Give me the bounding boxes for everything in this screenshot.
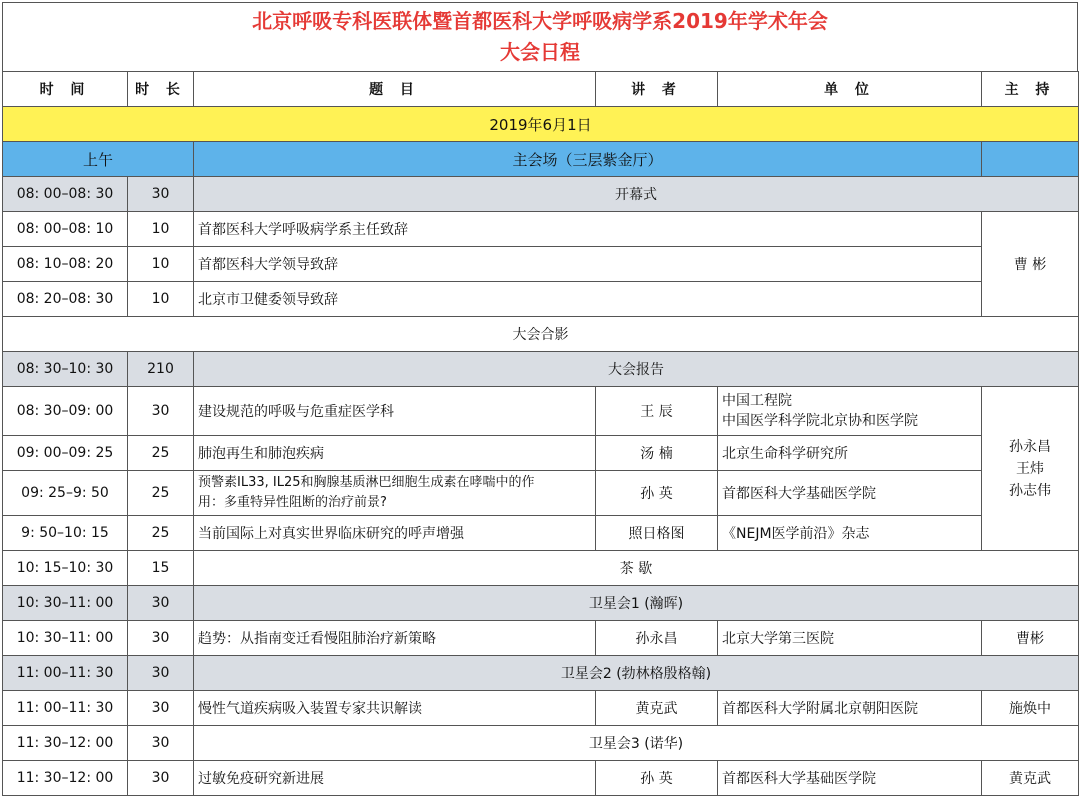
conference-title: 北京呼吸专科医联体暨首都医科大学呼吸病学系2019年学术年会 xyxy=(252,9,828,33)
header-host: 主 持 xyxy=(982,72,1079,107)
duration-cell: 10 xyxy=(128,212,194,247)
time-cell: 08: 20–08: 30 xyxy=(3,282,128,317)
header-time: 时 间 xyxy=(3,72,128,107)
time-cell: 09: 25–9: 50 xyxy=(3,471,128,516)
topic-cell: 首都医科大学领导致辞 xyxy=(194,247,982,282)
time-cell: 11: 00–11: 30 xyxy=(3,691,128,726)
speaker-cell: 孙 英 xyxy=(596,761,718,796)
speaker-cell: 王 辰 xyxy=(596,387,718,436)
schedule-subtitle: 大会日程 xyxy=(500,40,580,64)
speaker-cell: 照日格图 xyxy=(596,516,718,551)
time-cell: 11: 30–12: 00 xyxy=(3,726,128,761)
time-cell: 11: 00–11: 30 xyxy=(3,656,128,691)
time-cell: 08: 10–08: 20 xyxy=(3,247,128,282)
speaker-cell: 汤 楠 xyxy=(596,436,718,471)
topic-cell: 北京市卫健委领导致辞 xyxy=(194,282,982,317)
host-name: 王炜 xyxy=(1016,460,1044,477)
hall-cell: 主会场（三层紫金厅） xyxy=(194,142,982,177)
section-title: 卫星会2 (勃林格殷格翰) xyxy=(194,656,1079,691)
table-header-row xyxy=(3,72,1079,107)
session-cell: 上午 xyxy=(3,142,194,177)
table-row xyxy=(3,516,1079,551)
duration-cell: 25 xyxy=(128,436,194,471)
duration-cell: 30 xyxy=(128,691,194,726)
duration-cell: 30 xyxy=(128,726,194,761)
header-unit: 单 位 xyxy=(718,72,982,107)
duration-cell: 210 xyxy=(128,352,194,387)
table-row xyxy=(3,177,1079,212)
topic-cell: 过敏免疫研究新进展 xyxy=(194,761,596,796)
table-row xyxy=(3,691,1079,726)
table-row xyxy=(3,586,1079,621)
topic-cell: 趋势：从指南变迁看慢阻肺治疗新策略 xyxy=(194,621,596,656)
time-cell: 9: 50–10: 15 xyxy=(3,516,128,551)
duration-cell: 30 xyxy=(128,621,194,656)
header-topic: 题 目 xyxy=(194,72,596,107)
header-speaker: 讲 者 xyxy=(596,72,718,107)
table-row xyxy=(3,352,1079,387)
table-row xyxy=(3,726,1079,761)
speaker-cell: 黄克武 xyxy=(596,691,718,726)
unit-line: 中国工程院 xyxy=(722,393,792,409)
table-row xyxy=(3,656,1079,691)
duration-cell: 15 xyxy=(128,551,194,586)
section-title: 卫星会3 (诺华) xyxy=(194,726,1079,761)
host-cell: 曹 彬 xyxy=(982,212,1079,317)
date-cell: 2019年6月1日 xyxy=(3,107,1079,142)
table-row xyxy=(3,282,1079,317)
topic-cell: 肺泡再生和肺泡疾病 xyxy=(194,436,596,471)
table-row xyxy=(3,621,1079,656)
speaker-cell: 孙永昌 xyxy=(596,621,718,656)
table-row xyxy=(3,551,1079,586)
host-name: 孙志伟 xyxy=(1009,482,1051,499)
time-cell: 08: 00–08: 30 xyxy=(3,177,128,212)
duration-cell: 30 xyxy=(128,177,194,212)
host-cell xyxy=(982,387,1079,551)
schedule-title-box xyxy=(2,2,1078,72)
section-title: 卫星会1 (瀚晖) xyxy=(194,586,1079,621)
unit-line: 中国医学科学院北京协和医学院 xyxy=(722,413,918,429)
unit-cell xyxy=(718,387,982,436)
topic-cell: 首都医科大学呼吸病学系主任致辞 xyxy=(194,212,982,247)
topic-cell xyxy=(194,471,596,516)
duration-cell: 10 xyxy=(128,247,194,282)
topic-cell: 当前国际上对真实世界临床研究的呼声增强 xyxy=(194,516,596,551)
table-row xyxy=(3,212,1079,247)
unit-cell: 首都医科大学附属北京朝阳医院 xyxy=(718,691,982,726)
section-title: 开幕式 xyxy=(194,177,1079,212)
topic-line: 预警素IL33, IL25和胸腺基质淋巴细胞生成素在哮喘中的作 xyxy=(198,475,535,490)
table-row xyxy=(3,471,1079,516)
venue-empty-cell xyxy=(982,142,1079,177)
time-cell: 10: 30–11: 00 xyxy=(3,621,128,656)
section-title: 茶 歇 xyxy=(194,551,1079,586)
time-cell: 11: 30–12: 00 xyxy=(3,761,128,796)
duration-cell: 30 xyxy=(128,387,194,436)
table-row xyxy=(3,436,1079,471)
unit-cell: 首都医科大学基础医学院 xyxy=(718,761,982,796)
duration-cell: 30 xyxy=(128,761,194,796)
time-cell: 08: 00–08: 10 xyxy=(3,212,128,247)
speaker-cell: 孙 英 xyxy=(596,471,718,516)
schedule-table xyxy=(2,71,1079,796)
table-row xyxy=(3,387,1079,436)
topic-cell: 建设规范的呼吸与危重症医学科 xyxy=(194,387,596,436)
section-title: 大会报告 xyxy=(194,352,1079,387)
time-cell: 09: 00–09: 25 xyxy=(3,436,128,471)
time-cell: 08: 30–09: 00 xyxy=(3,387,128,436)
duration-cell: 25 xyxy=(128,471,194,516)
unit-cell: 《NEJM医学前沿》杂志 xyxy=(718,516,982,551)
table-row xyxy=(3,317,1079,352)
table-row xyxy=(3,761,1079,796)
host-cell: 曹彬 xyxy=(982,621,1079,656)
topic-line: 用：多重特异性阻断的治疗前景? xyxy=(198,495,387,510)
unit-cell: 首都医科大学基础医学院 xyxy=(718,471,982,516)
duration-cell: 10 xyxy=(128,282,194,317)
unit-cell: 北京大学第三医院 xyxy=(718,621,982,656)
header-duration: 时 长 xyxy=(128,72,194,107)
host-cell: 黄克武 xyxy=(982,761,1079,796)
venue-row xyxy=(3,142,1079,177)
topic-cell: 慢性气道疾病吸入装置专家共识解读 xyxy=(194,691,596,726)
photo-cell: 大会合影 xyxy=(3,317,1079,352)
time-cell: 10: 30–11: 00 xyxy=(3,586,128,621)
duration-cell: 25 xyxy=(128,516,194,551)
host-cell: 施焕中 xyxy=(982,691,1079,726)
duration-cell: 30 xyxy=(128,656,194,691)
table-row xyxy=(3,247,1079,282)
date-row xyxy=(3,107,1079,142)
time-cell: 10: 15–10: 30 xyxy=(3,551,128,586)
host-name: 孙永昌 xyxy=(1009,438,1051,455)
duration-cell: 30 xyxy=(128,586,194,621)
time-cell: 08: 30–10: 30 xyxy=(3,352,128,387)
unit-cell: 北京生命科学研究所 xyxy=(718,436,982,471)
